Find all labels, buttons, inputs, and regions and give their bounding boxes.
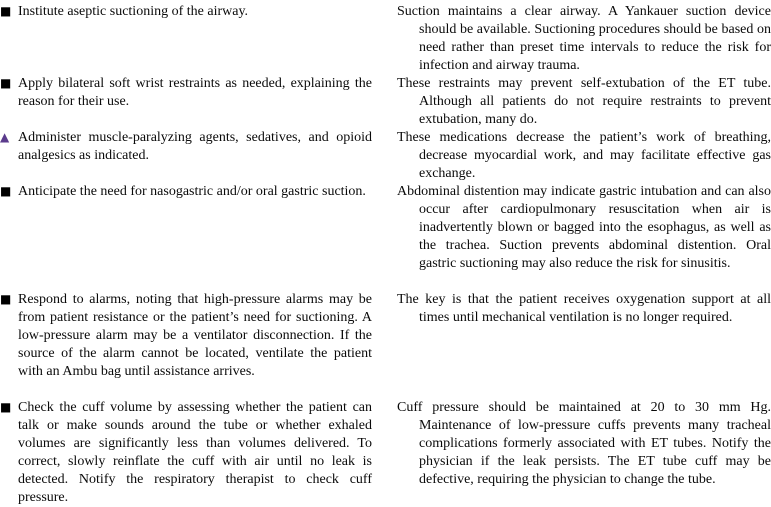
rationale-text: Abdominal distention may indicate gastric intubation and can also occur after cardiopulmonary resuscitation when air is inadvertently blown or bagged into the esophagus, as well as the trachea. Suction prevents abdominal distention. Oral gastric suctioning may also reduce the risk for sinusitis. [397, 184, 771, 271]
intervention-cell [0, 75, 372, 111]
bullet-square-icon: ■ [0, 76, 12, 90]
table-row [0, 129, 771, 183]
intervention-cell [0, 129, 372, 165]
rationale-text: These restraints may prevent self-extubation of the ET tube. Although all patients do not require restraints to prevent extubation, many do. [397, 76, 771, 127]
bullet-square-icon: ■ [0, 184, 12, 198]
table-row [0, 291, 771, 399]
table-row [0, 183, 771, 291]
rationale-text: Cuff pressure should be maintained at 20 to 30 mm Hg. Maintenance of low-pressure cuffs prevents many tracheal complications formerly associated with ET tubes. Notify the physician if the leak persists. The ET tube cuff may be defective, requiring the physician to change the tube. [397, 400, 771, 487]
intervention-cell [0, 399, 372, 507]
intervention-cell [0, 291, 372, 381]
rationale-cell [397, 3, 771, 75]
table-row [0, 3, 771, 75]
intervention-text: Institute aseptic suctioning of the airway. [18, 4, 249, 19]
intervention-text: Administer muscle-paralyzing agents, sedatives, and opioid analgesics as indicated. [18, 130, 372, 163]
rationale-text: These medications decrease the patient’s work of breathing, decrease myocardial work, and may facilitate effective gas exchange. [397, 130, 771, 181]
bullet-square-icon: ■ [0, 292, 12, 306]
bullet-square-icon: ■ [0, 4, 12, 18]
rationale-cell [397, 75, 771, 129]
rationale-text: Suction maintains a clear airway. A Yankauer suction device should be available. Suctioning procedures should be based on need rather than preset time intervals to reduce the risk for infection and airway trauma. [397, 4, 771, 73]
bullet-square-icon: ■ [0, 400, 12, 414]
bullet-triangle-icon: ▲ [0, 130, 10, 144]
intervention-text: Anticipate the need for nasogastric and/or oral gastric suction. [18, 184, 366, 199]
table-row [0, 399, 771, 507]
rationale-cell [397, 399, 771, 489]
table-row [0, 75, 771, 129]
rationale-cell [397, 183, 771, 273]
intervention-text: Respond to alarms, noting that high-pressure alarms may be from patient resistance or the patient’s need for suctioning. A low-pressure alarm may be a ventilator disconnection. If the source of the alarm cannot be located, ventilate the patient with an Ambu bag until assistance arrives. [18, 292, 372, 379]
intervention-text: Check the cuff volume by assessing whether the patient can talk or make sounds around the tube or whether exhaled volumes are significantly less than volumes delivered. To correct, slowly reinflate the cuff with air until no leak is detected. Notify the respiratory therapist to check cuff pressure. [18, 400, 372, 505]
intervention-text: Apply bilateral soft wrist restraints as needed, explaining the reason for their use. [18, 76, 372, 109]
rationale-text: The key is that the patient receives oxygenation support at all times until mechanical ventilation is no longer required. [397, 292, 771, 325]
intervention-cell [0, 3, 372, 21]
rationale-cell [397, 129, 771, 183]
intervention-cell [0, 183, 372, 201]
rationale-cell [397, 291, 771, 327]
